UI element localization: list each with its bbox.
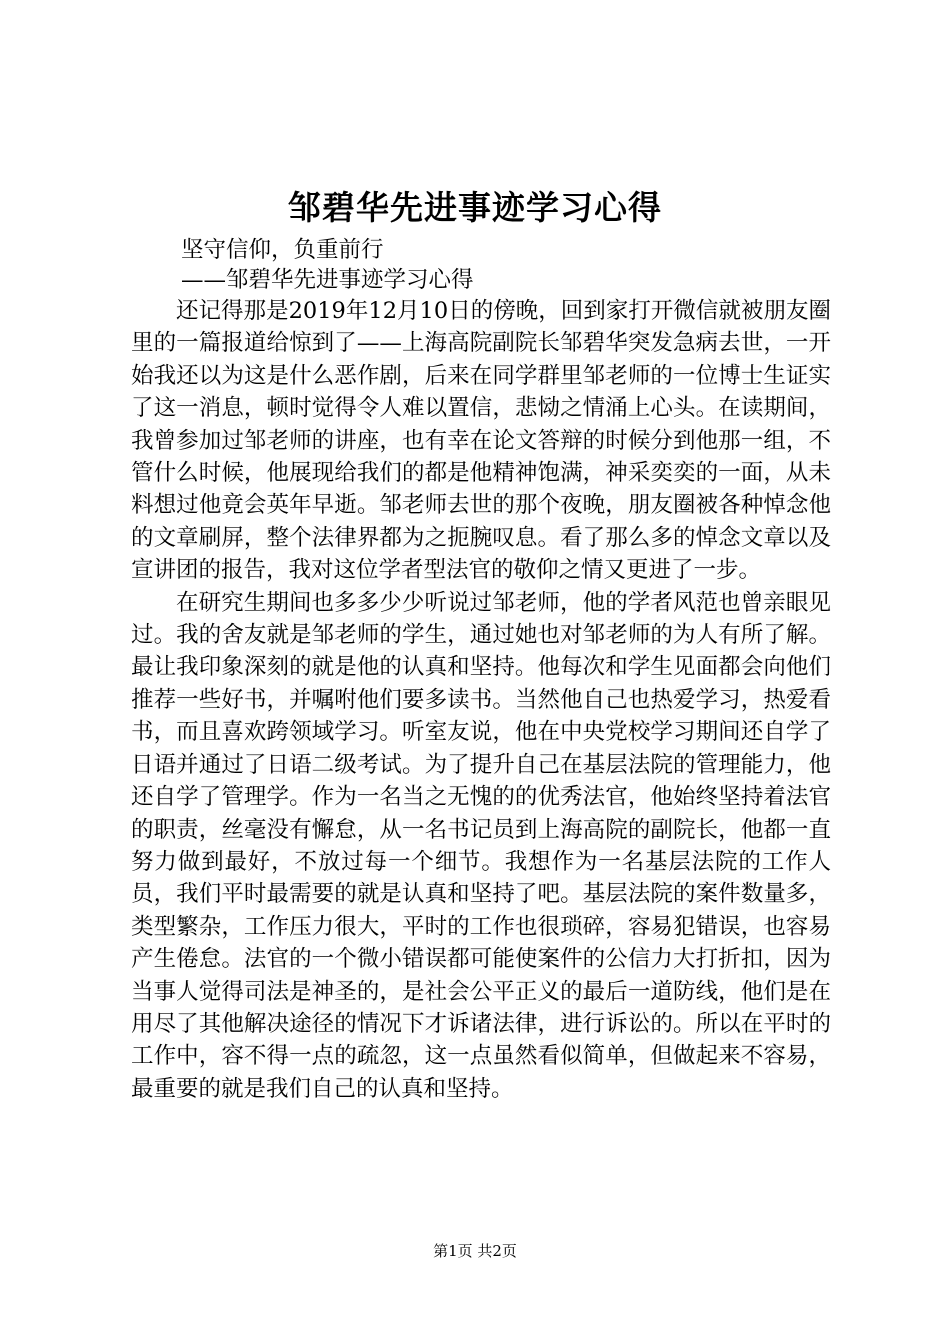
body-paragraph: 还记得那是2019年12月10日的傍晚，回到家打开微信就被朋友圈里的一篇报道给惊到了——上海高院副院长邹碧华突发急病去世，一开始我还以为这是什么恶作剧，后来在同学群里邹老师的一位博士生证实了这一消息，顿时觉得令人难以置信，悲恸之情涌上心头。在读期间，我曾参加过邹老师的讲座，也有幸在论文答辩的时候分到他那一组，不管什么时候，他展现给我们的都是他精神饱满，神采奕奕的一面，从未料想过他竟会英年早逝。邹老师去世的那个夜晚，朋友圈被各种悼念他的文章刷屏，整个法律界都为之扼腕叹息。看了那么多的悼念文章以及宣讲团的报告，我对这位学者型法官的敬仰之情又更进了一步。 (131, 298, 831, 584)
document-title: 邹碧华先进事迹学习心得 (288, 188, 662, 227)
document-subtitle: 坚守信仰，负重前行 (181, 237, 384, 263)
document-body (131, 295, 831, 1105)
page-footer: 第1页 共2页 (433, 1242, 517, 1260)
document-subtitle-source: ——邹碧华先进事迹学习心得 (181, 267, 474, 293)
body-paragraph: 在研究生期间也多多少少听说过邹老师，他的学者风范也曾亲眼见过。我的舍友就是邹老师的学生，通过她也对邹老师的为人有所了解。最让我印象深刻的就是他的认真和坚持。他每次和学生见面都会向他们推荐一些好书，并嘱咐他们要多读书。当然他自己也热爱学习，热爱看书，而且喜欢跨领域学习。听室友说，他在中央党校学习期间还自学了日语并通过了日语二级考试。为了提升自己在基层法院的管理能力，他还自学了管理学。作为一名当之无愧的的优秀法官，他始终坚持着法官的职责，丝毫没有懈怠，从一名书记员到上海高院的副院长，他都一直努力做到最好，不放过每一个细节。我想作为一名基层法院的工作人员，我们平时最需要的就是认真和坚持了吧。基层法院的案件数量多，类型繁杂，工作压力很大，平时的工作也很琐碎，容易犯错误，也容易产生倦怠。法官的一个微小错误都可能使案件的公信力大打折扣，因为当事人觉得司法是神圣的，是社会公平正义的最后一道防线，他们是在用尽了其他解决途径的情况下才诉诸法律，进行诉讼的。所以在平时的工作中，容不得一点的疏忽，这一点虽然看似简单，但做起来不容易，最重要的就是我们自己的认真和坚持。 (131, 589, 831, 1102)
